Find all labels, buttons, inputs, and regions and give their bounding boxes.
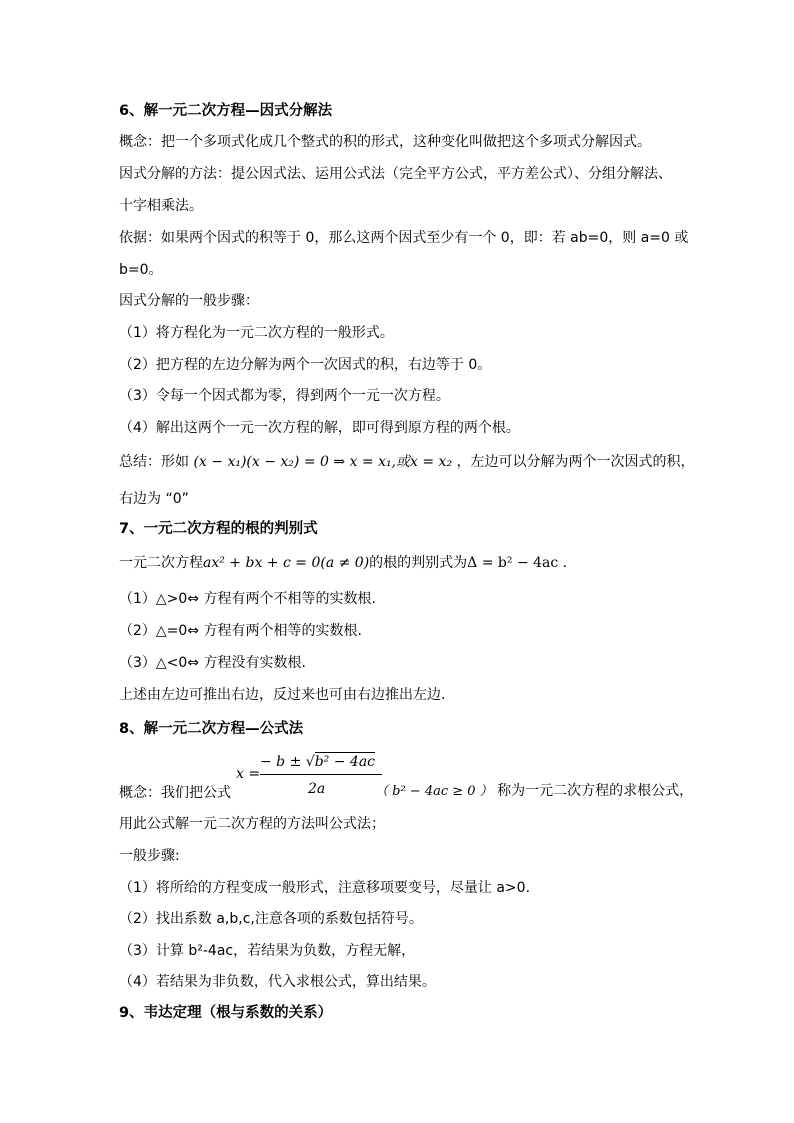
sec8-concept-line1: [119, 783, 231, 803]
sec8-step-3: （3）计算 b²-4ac，若结果为负数，方程无解，: [119, 943, 416, 959]
section-7-title: 7、一元二次方程的根的判别式: [119, 521, 318, 537]
numerator-minus-b: − b ±: [260, 754, 302, 770]
disc-mid: 的根的判别式为: [369, 555, 468, 571]
concept-prefix: 概念：我们把公式: [119, 785, 231, 801]
sec6-summary-line2: 右边为 “0”: [119, 491, 189, 507]
sec6-summary-line1: [119, 452, 695, 472]
sec8-step-4: （4）若结果为非负数，代入求根公式，算出结果。: [119, 974, 436, 990]
radicand: b² − 4ac: [314, 754, 376, 770]
sec8-step-2: （2）找出系数 a,b,c,注意各项的系数包括符号。: [119, 911, 423, 927]
sec6-steps-title: 因式分解的一般步骤：: [119, 293, 259, 309]
formula-lhs: x =: [236, 766, 261, 782]
sec8-concept-line2: 用此公式解一元二次方程的方法叫公式法；: [119, 816, 385, 832]
sec6-concept: 概念：把一个多项式化成几个整式的积的形式，这种变化叫做把这个多项式分解因式。: [119, 134, 651, 150]
disc-prefix: 一元二次方程: [119, 555, 203, 571]
summary-suffix: ，左边可以分解为两个一次因式的积，: [456, 454, 695, 470]
sec6-step-4: （4）解出这两个一元一次方程的解，即可得到原方程的两个根。: [119, 420, 520, 436]
formula-condition: （ b² − 4ac ≥ 0 ）: [375, 784, 493, 799]
sec7-discriminant-line: [119, 553, 567, 573]
formula-denominator: 2a: [308, 781, 326, 797]
sec7-case-2: （2）△=0⇔ 方程有两个相等的实数根.: [119, 623, 362, 639]
summary-prefix: 总结：形如: [119, 454, 189, 470]
sec6-methods-line2: 十字相乘法。: [119, 198, 203, 214]
sec6-step-1: （1）将方程化为一元二次方程的一般形式。: [119, 325, 394, 341]
section-6-title: 6、解一元二次方程—因式分解法: [119, 103, 333, 119]
sec6-methods-line1: 因式分解的方法：提公因式法、运用公式法（完全平方公式，平方差公式）、分组分解法、: [119, 166, 672, 182]
disc-end: .: [562, 555, 568, 571]
sec7-case-1: （1）△>0⇔ 方程有两个不相等的实数根.: [119, 591, 376, 607]
sec8-step-1: （1）将所给的方程变成一般形式，注意移项要变号，尽量让 a>0.: [119, 880, 531, 896]
discriminant-formula: Δ = b² − 4ac: [467, 555, 559, 571]
sec7-note: 上述由左边可推出右边，反过来也可由右边推出左边.: [119, 687, 446, 703]
sec8-condition-and-suffix: [375, 781, 693, 802]
fraction-bar: [260, 774, 382, 775]
summary-formula: (x − x₁)(x − x₂) = 0 ⇒ x = x₁,或x = x₂: [193, 454, 453, 470]
sec6-basis-line1: 依据：如果两个因式的积等于 0，那么这两个因式至少有一个 0，即：若 ab=0，则 a=0 或: [119, 230, 689, 246]
sec6-basis-line2: b=0。: [119, 262, 163, 278]
sec7-case-3: （3）△<0⇔ 方程没有实数根.: [119, 655, 306, 671]
sec6-step-3: （3）令每一个因式都为零，得到两个一元一次方程。: [119, 388, 450, 404]
formula-numerator: − b ± √b² − 4ac: [260, 754, 376, 770]
sec8-steps-title: 一般步骤:: [119, 848, 180, 864]
quadratic-formula: [236, 752, 382, 802]
concept-suffix: 称为一元二次方程的求根公式，: [497, 783, 694, 799]
section-9-title: 9、韦达定理（根与系数的关系）: [119, 1005, 333, 1021]
section-8-title: 8、解一元二次方程—公式法: [119, 721, 304, 737]
general-form-formula: ax² + bx + c = 0(a ≠ 0): [203, 555, 370, 571]
sec6-step-2: （2）把方程的左边分解为两个一次因式的积，右边等于 0。: [119, 357, 492, 373]
